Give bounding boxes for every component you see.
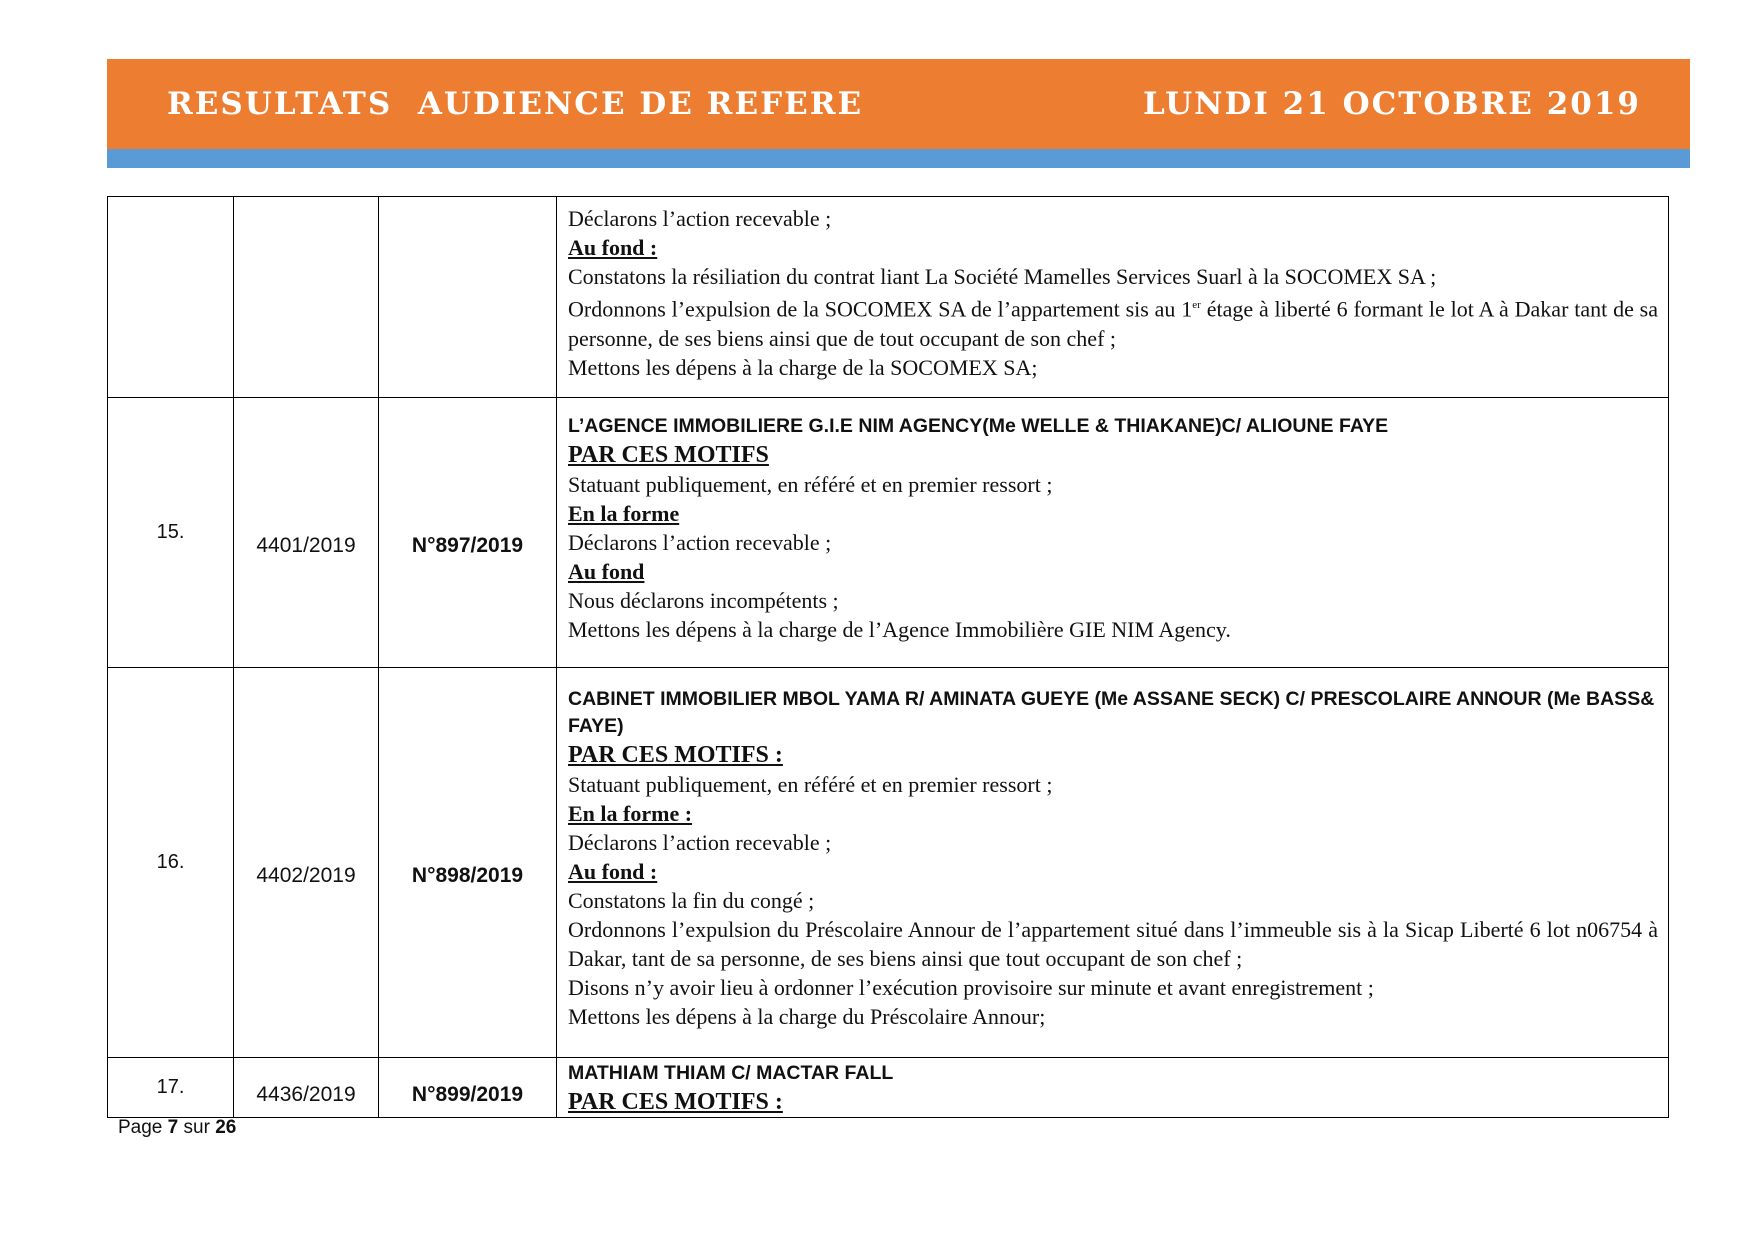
cell-rg — [234, 197, 379, 398]
decision-line: Déclarons l’action recevable ; — [568, 206, 832, 232]
cell-decision — [557, 398, 1669, 668]
section-par-ces-motifs: PAR CES MOTIFS — [568, 442, 769, 468]
role-number: 4436/2019 — [234, 1058, 379, 1118]
table-row-16 — [108, 668, 1669, 1058]
table-row-15 — [108, 398, 1669, 668]
table-row-17 — [108, 1058, 1669, 1118]
decision-line: Déclarons l’action recevable ; — [568, 830, 832, 855]
cell-decision — [557, 1058, 1669, 1118]
section-au-fond: Au fond : — [568, 235, 658, 261]
case-number: 16. — [108, 668, 234, 1058]
decision-line: Statuant publiquement, en référé et en premier ressort ; — [568, 772, 1053, 797]
case-parties: L’AGENCE IMMOBILIERE G.I.E NIM AGENCY(Me WELLE & THIAKANE)C/ ALIOUNE FAYE — [568, 415, 1389, 437]
decision-line: Mettons les dépens à la charge de la SOCOMEX SA; — [568, 354, 1038, 380]
ordinance-number: N°898/2019 — [379, 668, 557, 1058]
page-total: 26 — [215, 1117, 237, 1138]
decision-line — [568, 291, 1658, 352]
section-au-fond: Au fond : — [568, 859, 658, 884]
decision-text: Ordonnons l’expulsion de la SOCOMEX SA de l’appartement sis au 1 — [568, 296, 1193, 322]
ordinance-number: N°899/2019 — [379, 1058, 557, 1118]
cell-decision — [557, 668, 1669, 1058]
results-table — [107, 196, 1669, 1118]
case-parties: MATHIAM THIAM C/ MACTAR FALL — [568, 1062, 894, 1084]
decision-line: Constatons la résiliation du contrat liant La Société Mamelles Services Suarl à la SOCOMEX SA ; — [568, 264, 1437, 290]
case-number: 15. — [108, 398, 234, 668]
page-footer — [118, 1117, 236, 1139]
case-number: 17. — [108, 1058, 234, 1118]
superscript: er — [1192, 299, 1201, 312]
section-par-ces-motifs: PAR CES MOTIFS : — [568, 1089, 783, 1115]
decision-line: Déclarons l’action recevable ; — [568, 530, 832, 555]
section-au-fond: Au fond — [568, 559, 645, 584]
document-title: RESULTATS AUDIENCE DE REFERE — [167, 86, 864, 122]
header-stripe — [107, 149, 1690, 168]
section-en-la-forme: En la forme — [568, 501, 680, 526]
role-number: 4401/2019 — [234, 398, 379, 668]
role-number: 4402/2019 — [234, 668, 379, 1058]
cell-ord — [379, 197, 557, 398]
decision-line: Mettons les dépens à la charge de l’Agence Immobilière GIE NIM Agency. — [568, 617, 1231, 642]
ordinance-number: N°897/2019 — [379, 398, 557, 668]
footer-text: sur — [178, 1117, 216, 1138]
case-parties: CABINET IMMOBILIER MBOL YAMA R/ AMINATA GUEYE (Me ASSANE SECK) C/ PRESCOLAIRE ANNOUR (Me BASS& FAYE) — [568, 688, 1655, 737]
decision-line: Disons n’y avoir lieu à ordonner l’exécution provisoire sur minute et avant enregistrement ; — [568, 975, 1374, 1000]
page-number: 7 — [167, 1117, 179, 1138]
decision-line: Ordonnons l’expulsion du Préscolaire Annour de l’appartement situé dans l’immeuble sis à la Sicap Liberté 6 lot n06754 à Dakar, tant de sa personne, de ses biens ainsi que tout occupant de son chef ; — [568, 917, 1658, 971]
decision-line: Mettons les dépens à la charge du Préscolaire Annour; — [568, 1004, 1046, 1029]
decision-text: étage à liberté 6 formant le lot A à Dakar tant de sa personne, de ses biens ainsi que de tout occupant de son chef ; — [568, 296, 1659, 351]
table-row-continuation — [108, 197, 1669, 398]
decision-line: Constatons la fin du congé ; — [568, 888, 815, 913]
section-par-ces-motifs: PAR CES MOTIFS : — [568, 742, 783, 768]
decision-line: Nous déclarons incompétents ; — [568, 588, 839, 613]
hearing-date: LUNDI 21 OCTOBRE 2019 — [1143, 86, 1641, 122]
footer-text: Page — [118, 1117, 168, 1138]
section-en-la-forme: En la forme : — [568, 801, 693, 826]
cell-num — [108, 197, 234, 398]
cell-decision — [557, 197, 1669, 398]
decision-line: Statuant publiquement, en référé et en premier ressort ; — [568, 472, 1053, 497]
